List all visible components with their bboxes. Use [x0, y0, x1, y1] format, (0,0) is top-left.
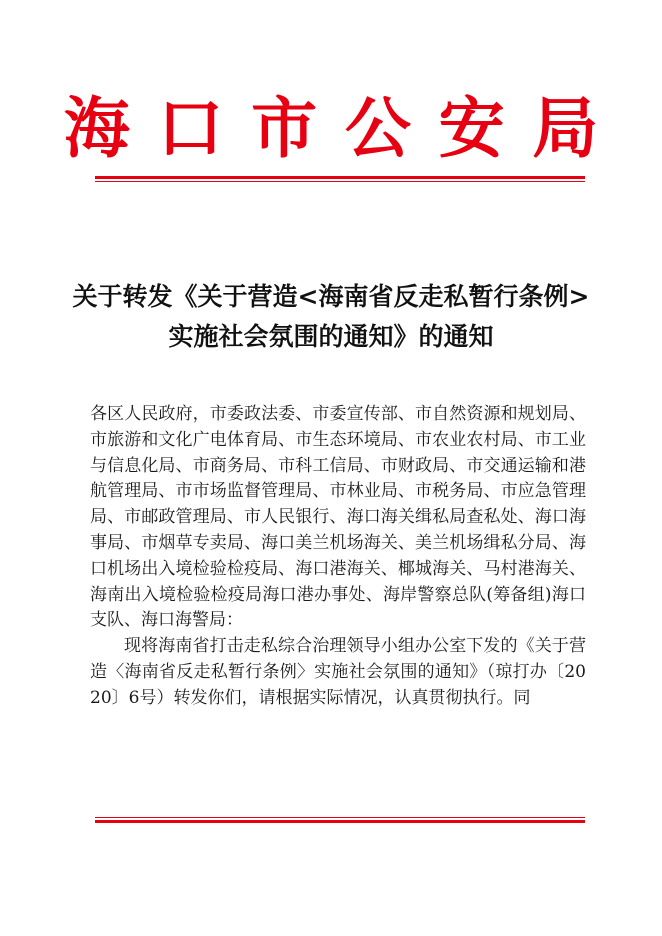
footer-rule-thick	[95, 820, 585, 823]
document-title-line-2: 实施社会氛围的通知》的通知	[168, 322, 494, 351]
body-paragraph: 现将海南省打击走私综合治理领导小组办公室下发的《关于营造〈海南省反走私暂行条例〉实施社会氛围的通知》（琼打办〔2020〕6号）转发你们，请根据实际情况，认真贯彻执行。同	[90, 636, 586, 708]
masthead-rule-thin	[95, 181, 585, 182]
document-body	[90, 402, 586, 712]
footer-rule-thin	[95, 817, 585, 818]
agency-masthead: 海口市公安局	[63, 89, 627, 167]
document-title-line-1: 关于转发《关于营造<海南省反走私暂行条例>	[72, 282, 590, 311]
recipients-paragraph: 各区人民政府，市委政法委、市委宣传部、市自然资源和规划局、市旅游和文化广电体育局、市生态环境局、市农业农村局、市工业与信息化局、市商务局、市科工信局、市财政局、市交通运输和港航管理局、市市场监督管理局、市林业局、市税务局、市应急管理局、市邮政管理局、市人民银行、海口海关缉私局查私处、海口海事局、市烟草专卖局、海口美兰机场海关、美兰机场缉私分局、海口机场出入境检验检疫局、海口港海关、椰城海关、马村港海关、海南出入境检验检疫局海口港办事处、海岸警察总队(筹备组)海口支队、海口海警局：	[90, 404, 586, 631]
masthead-rule-thick	[95, 176, 585, 179]
